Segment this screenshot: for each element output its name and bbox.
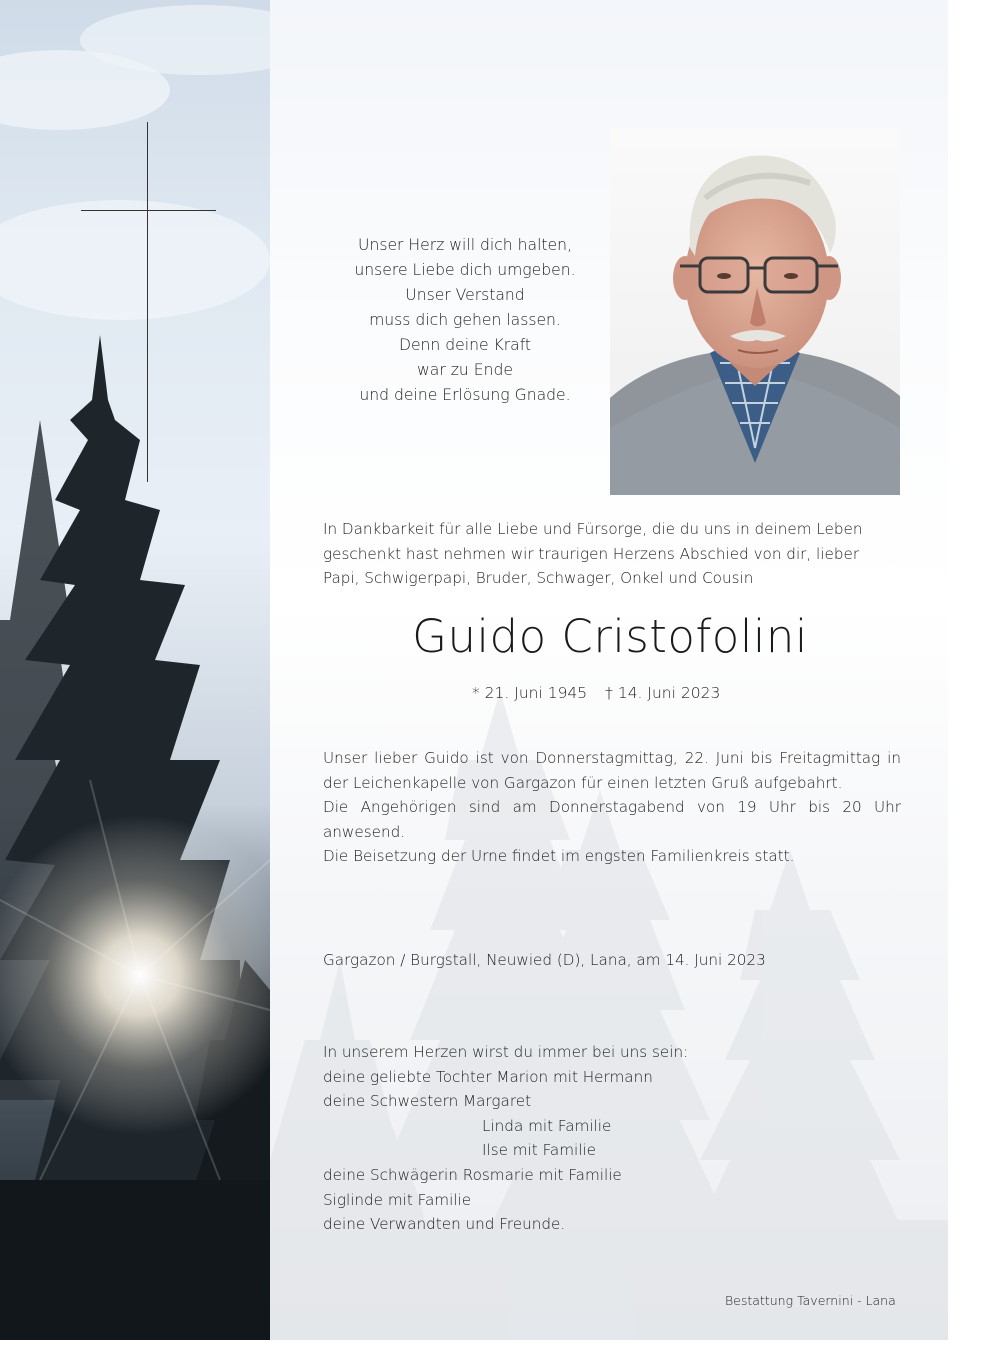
funeral-home: Bestattung Tavernini - Lana: [725, 1293, 896, 1308]
death-date: † 14. Juni 2023: [605, 684, 721, 702]
family-line: deine Schwestern Margaret: [323, 1092, 532, 1111]
portrait-photo: [610, 128, 900, 495]
ceremony-details: [323, 746, 901, 869]
family-line: Linda mit Familie: [482, 1116, 612, 1135]
ceremony-paragraph: Die Angehörigen sind am Donnerstagabend von 19 Uhr bis 20 Uhr anwesend.: [323, 798, 901, 841]
birth-date: * 21. Juni 1945: [472, 684, 588, 702]
intro-line: geschenkt hast nehmen wir traurigen Herzens Abschied von dir, lieber: [323, 544, 860, 563]
family-line: deine Schwägerin Rosmarie mit Familie: [323, 1165, 622, 1184]
poem-line: Unser Herz will dich halten,: [358, 236, 572, 254]
forest-sunset-photo: [0, 0, 270, 1340]
family-line: deine geliebte Tochter Marion mit Hermann: [323, 1067, 653, 1086]
memorial-poem: [330, 233, 600, 408]
page-margin-bottom: [0, 1340, 948, 1363]
family-line: Siglinde mit Familie: [323, 1190, 472, 1209]
life-dates: [472, 681, 738, 705]
family-list: [323, 1040, 688, 1237]
family-line: In unserem Herzen wirst du immer bei uns sein:: [323, 1043, 689, 1061]
cross-icon: [147, 122, 148, 482]
cross-icon-bar: [81, 210, 216, 211]
ceremony-paragraph: Die Beisetzung der Urne findet im engsten Familienkreis statt.: [323, 847, 795, 865]
place-and-date: Gargazon / Burgstall, Neuwied (D), Lana, am 14. Juni 2023: [323, 951, 766, 969]
poem-line: Unser Verstand: [405, 286, 525, 304]
ceremony-paragraph: Unser lieber Guido ist von Donnerstagmittag, 22. Juni bis Freitagmittag in der Leichenkapelle von Gargazon für einen letzten Gruß aufgebahrt.: [323, 749, 901, 792]
poem-line: war zu Ende: [417, 361, 513, 379]
family-line: Ilse mit Familie: [482, 1141, 597, 1160]
deceased-name: Guido Cristofolini: [412, 610, 808, 663]
page-margin-right: [948, 0, 982, 1363]
poem-line: muss dich gehen lassen.: [369, 311, 561, 329]
intro-line: In Dankbarkeit für alle Liebe und Fürsorge, die du uns in deinem Leben: [323, 520, 863, 538]
family-line: deine Verwandten und Freunde.: [323, 1215, 566, 1234]
poem-line: Denn deine Kraft: [398, 336, 532, 354]
intro-line: Papi, Schwigerpapi, Bruder, Schwager, Onkel und Cousin: [323, 569, 754, 587]
poem-line: und deine Erlösung Gnade.: [359, 386, 571, 404]
intro-text: [323, 517, 913, 591]
poem-line: unsere Liebe dich umgeben.: [354, 261, 576, 279]
